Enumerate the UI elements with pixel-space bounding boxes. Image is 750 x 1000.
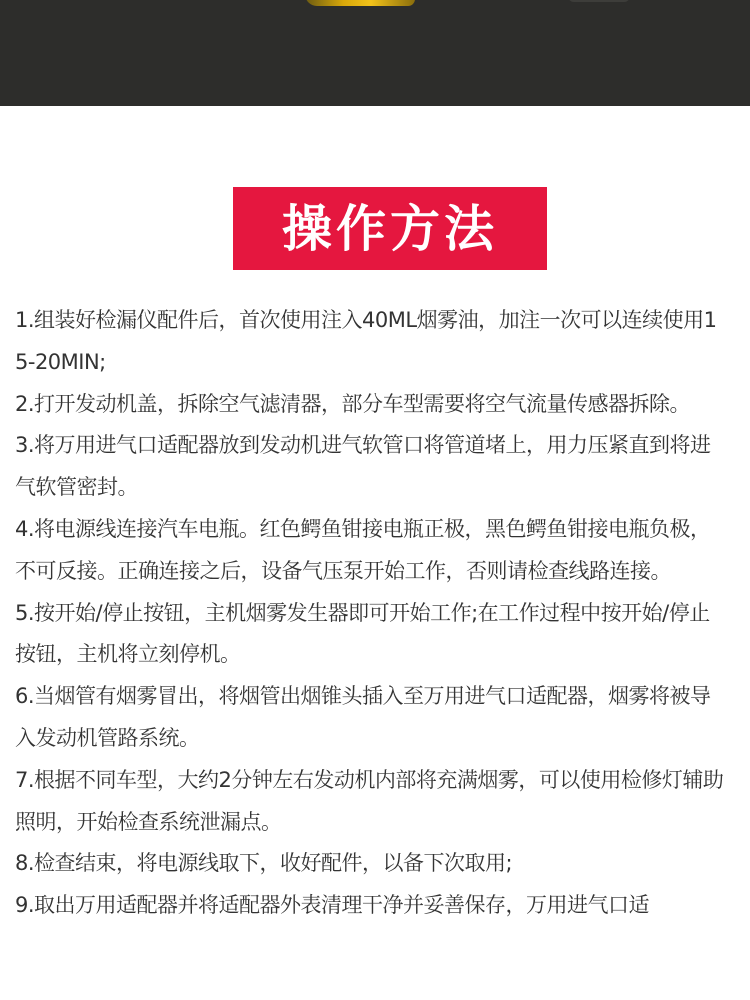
product-image-edge (305, 0, 415, 6)
instruction-step: 1.组装好检漏仪配件后，首次使用注入40ML烟雾油，加注一次可以连续使用15-20MIN; (15, 308, 717, 374)
instruction-steps-list (15, 300, 727, 927)
instruction-step: 7.根据不同车型，大约2分钟左右发动机内部将充满烟雾，可以使用检修灯辅助照明，开始检查系统泄漏点。 (15, 767, 724, 834)
instruction-step: 9.取出万用适配器并将适配器外表清理干净并妥善保存，万用进气口适 (15, 893, 650, 918)
instruction-step: 8.检查结束，将电源线取下，收好配件，以备下次取用; (15, 851, 513, 876)
product-photo-band (0, 0, 750, 106)
product-image-edge-secondary (568, 0, 630, 2)
section-heading: 操作方法 (282, 199, 498, 258)
instruction-step: 3.将万用进气口适配器放到发动机进气软管口将管道堵上，用力压紧直到将进气软管密封。 (15, 433, 711, 500)
section-heading-banner (233, 187, 547, 270)
instruction-step: 5.按开始/停止按钮，主机烟雾发生器即可开始工作;在工作过程中按开始/停止按钮，主机将立刻停机。 (15, 600, 710, 667)
instruction-step: 4.将电源线连接汽车电瓶。红色鳄鱼钳接电瓶正极，黑色鳄鱼钳接电瓶负极，不可反接。正确连接之后，设备气压泵开始工作，否则请检查线路连接。 (15, 516, 711, 583)
instruction-step: 6.当烟管有烟雾冒出，将烟管出烟锥头插入至万用进气口适配器，烟雾将被导入发动机管路系统。 (15, 684, 711, 750)
instruction-step: 2.打开发动机盖，拆除空气滤清器，部分车型需要将空气流量传感器拆除。 (15, 391, 691, 416)
